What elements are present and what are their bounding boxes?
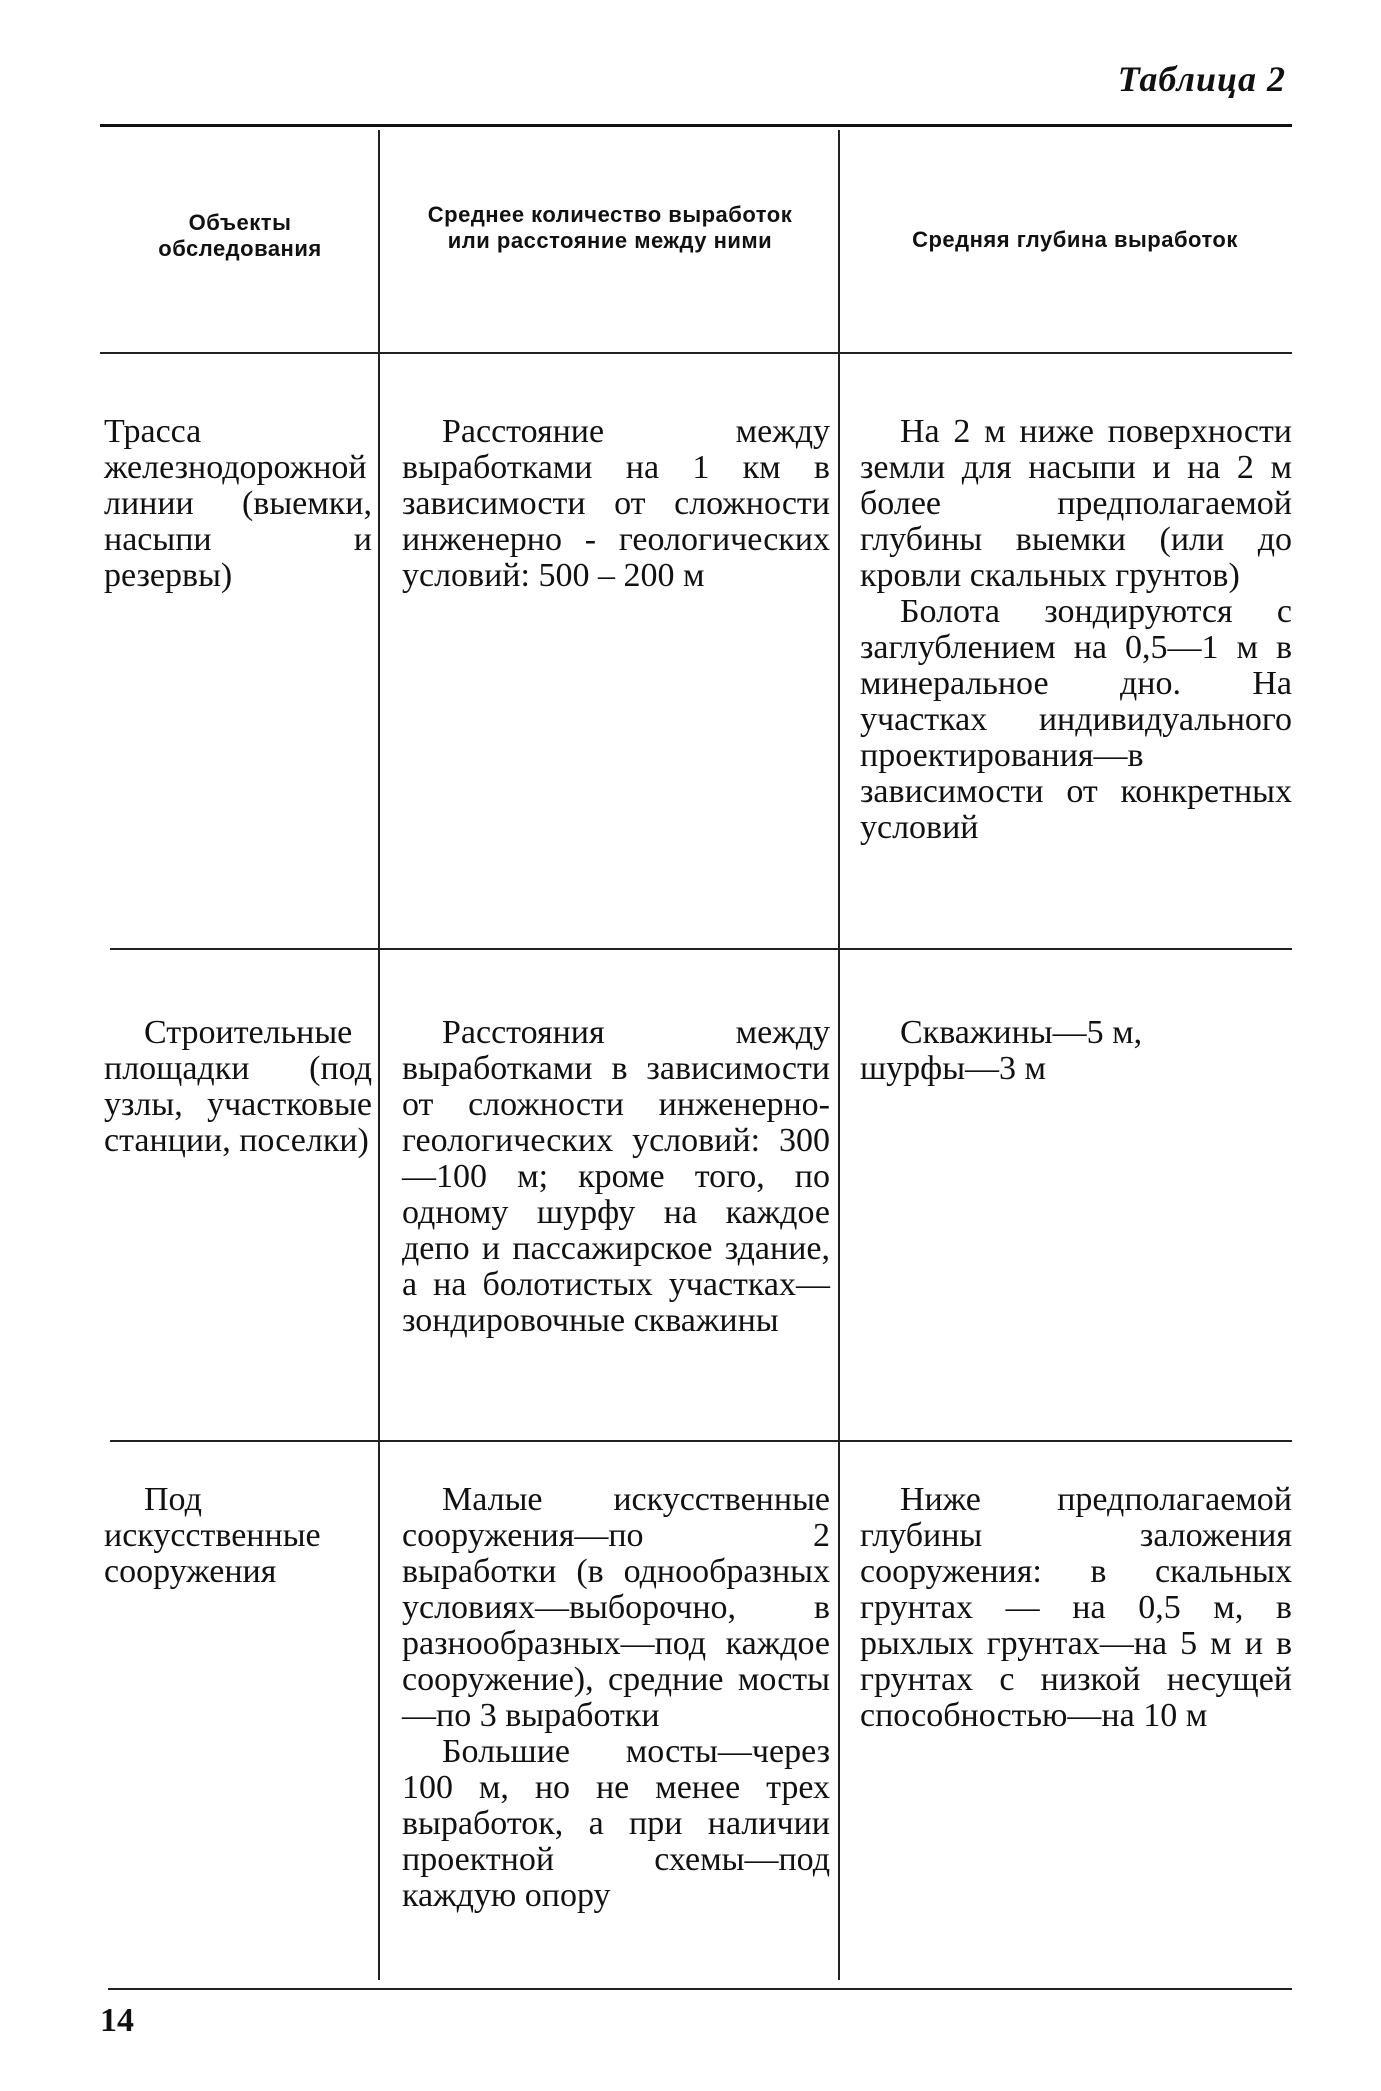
column-rule xyxy=(378,130,380,1980)
header-count: Среднее количество выработок или расстояние между ними xyxy=(427,202,793,253)
header-bottom-rule xyxy=(100,352,1292,354)
row-3-count: Малые искусственные сооружения—по 2 выработки (в однообразных условиях—выборочно, в разнообразных—под каждое сооружение), средние мосты—по 3 выработки Большие мосты—через 100 м, но не менее трех выработок, а при наличии проектной схемы—под каждую опору xyxy=(402,1481,830,1914)
page-number: 14 xyxy=(100,2002,134,2039)
table-top-rule xyxy=(100,124,1292,127)
column-rule xyxy=(838,130,840,1980)
row-2-count: Расстояния между выработками в зависимости от сложности инженерно-геологических условий: 300—100 м; кроме того, по одному шурфу на каждое депо и пассажирское здание, а на болотистых участках—зондировочные скважины xyxy=(402,1014,830,1339)
row-2-depth: Скважины—5 м, шурфы—3 м xyxy=(860,1014,1143,1087)
row-3-object: Под искусственные сооружения xyxy=(104,1481,321,1590)
row-2-object: Строительные площадки (под узлы, участковые станции, поселки) xyxy=(104,1014,372,1159)
row-1-object: Трасса железнодорожной линии (выемки, насыпи и резервы) xyxy=(104,413,372,594)
row-1-count: Расстояние между выработками на 1 км в зависимости от сложности инженерно - геологических условий: 500 – 200 м xyxy=(402,413,830,594)
table-bottom-rule xyxy=(108,1988,1292,1990)
row-3-depth: Ниже предполагаемой глубины заложения сооружения: в скальных грунтах — на 0,5 м, в рыхлых грунтах—на 5 м и в грунтах с низкой несущей способностью—на 10 м xyxy=(860,1481,1292,1734)
row-divider xyxy=(110,948,1292,950)
table-caption: Таблица 2 xyxy=(1117,59,1286,99)
row-divider xyxy=(110,1440,1292,1442)
header-objects: Объекты обследования xyxy=(158,210,322,261)
row-1-depth: На 2 м ниже поверхности земли для насыпи и на 2 м более предполагаемой глубины выемки (или до кровли скальных грунтов) Болота зондируются с заглублением на 0,5—1 м в минеральное дно. На участках индивидуального проектирования—в зависимости от конкретных условий xyxy=(860,413,1292,846)
header-depth: Средняя глубина выработок xyxy=(912,227,1238,252)
